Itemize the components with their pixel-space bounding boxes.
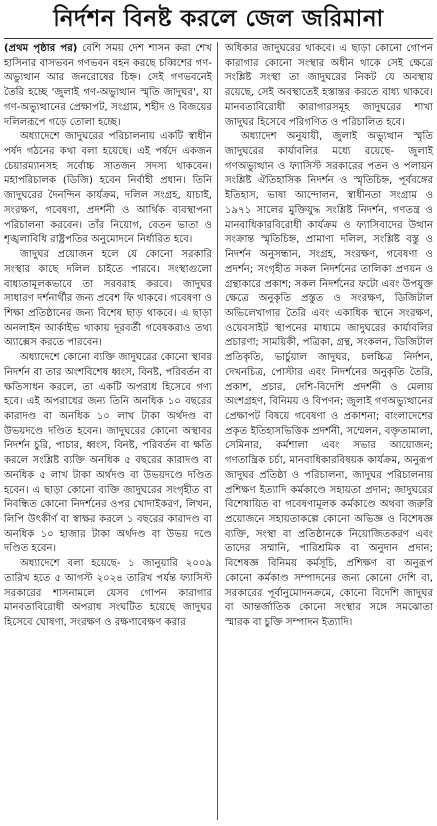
paragraph-penalties: অধ্যাদেশে কোনো ব্যক্তি জাদুঘরের কোনো স্থাবর নিদর্শন বা তার অংশবিশেষ ধ্বংস, বিনষ্ট, পরিবর্তন বা ক্ষতিসাধন করলে, তা একটি অপরাধ হিসেবে গণ্য হবে। এই অপরাধের জন্য তিনি অনধিক ১০ বছরের কারাদণ্ড বা অনধিক ১০ লাখ টাকা অর্থদণ্ড বা উভয়দণ্ডে দণ্ডিত হবেন। জাদুঘরের কোনো অস্থাবর নিদর্শন চুরি, পাচার, ধ্বংস, বিনষ্ট, পরিবর্তন বা ক্ষতি করলে সংশ্লিষ্ট ব্যক্তি অনধিক ৫ বছরের কারাদণ্ড বা অনধিক ৫ লাখ টাকা অর্থদণ্ড বা উভয়দণ্ডে দণ্ডিত হবেন। এ ছাড়া কোনো ব্যক্তি জাদুঘরের সংগৃহীত বা নিবন্ধিত কোনো নিদর্শনের ওপর খোদাইকরণ, লিখন, লিপি উৎকীর্ণ বা স্বাক্ষর করলে ১ বছরের কারাদণ্ড বা অনধিক ১০ হাজার টাকা অর্থদণ্ড বা উভয় দণ্ডে দণ্ডিত হবেন। xyxy=(4,352,212,555)
paragraph-documents: জাদুঘর প্রয়োজন হলে যে কোনো সরকারি সংস্থার কাছে দলিল চাইতে পারবে। সংস্থাগুলো বাধ্যতামূলকভাবে তা সরবরাহ করবে। জাদুঘর সাধারণ দর্শনার্থীর জন্য প্রবেশ ফি থাকবে। গবেষণা ও শিক্ষা প্রতিষ্ঠানের জন্য বিশেষ ছাড় থাকবে। এ ছাড়া অনলাইন আর্কাইভ থাকায় দূরবর্তী গবেষকরাও তথ্য অ্যাক্সেস করতে পারবেন। xyxy=(4,249,212,349)
article-column-left xyxy=(4,42,212,822)
paragraph-rights: অধিকার জাদুঘরের থাকবে। এ ছাড়া কোনো গোপন কারাগার কোনো সংস্থার অধীন থাকে সেই ক্ষেত্রে সংশ্লিষ্ট সংস্থা তা জাদুঘরের নিকট যে অবস্থায় রয়েছে, সেই অবস্থাতেই হস্তান্তর করতে বাধ্য থাকবে। মানবতাবিরোধী কারাগারসমূহ জাদুঘরের শাখা জাদুঘর হিসেবে পরিগণিত ও পরিচালিত হবে। xyxy=(225,43,433,128)
headline: নির্দশন বিনষ্ট করলে জেল জরিমানা xyxy=(53,5,384,32)
headline-rule xyxy=(4,38,433,39)
paragraph-functions: অধ্যাদেশ অনুযায়ী, জুলাই অভ্যুত্থান স্মৃতি জাদুঘরের কার্যাবলির মধ্যে রয়েছে- জুলাই গণঅভ্যুত্থান ও ফ্যাসিস্ট সরকারের পতন ও পলায়ন সংশ্লিষ্ট ঐতিহাসিক নিদর্শন ও স্মৃতিচিহ্ন, পূর্ববঙ্গের ইতিহাস, ভাষা আন্দোলন, স্বাধীনতা সংগ্রাম ও ১৯৭১ সালের মুক্তিযুদ্ধ সংশ্লিষ্ট নিদর্শন, গণতন্ত্র ও মানবাধিকারবিরোধী কার্যক্রম ও ফ্যাসিবাদের উত্থান সংক্রান্ত স্মৃতিচিহ্ন, প্রামাণ্য দলিল, সংশ্লিষ্ট বস্তু ও নিদর্শন অনুসন্ধান, সংগ্রহ, সংরক্ষণ, গবেষণা ও প্রদর্শন; সংগৃহীত সকল নিদর্শনের তালিকা প্রণয়ন ও গ্রন্থাকারে প্রকাশ; সকল নিদর্শনের ফটো এবং উপযুক্ত ক্ষেত্রে অনুকৃতি প্রস্তুত ও সংরক্ষণ, ডিজিটাল অভিলেখাগার তৈরি এবং একাধিক স্থানে সংরক্ষণ, ওয়েবসাইট স্থাপনের মাধ্যমে জাদুঘরের কার্যাবলির প্রচারণা; সাময়িকী, পত্রিকা, গ্রন্থ, সংকলন, ডিজিটাল প্রতিকৃতি, ভার্চুয়াল জাদুঘর, চলচ্চিত্র নির্দশন, দেখনচিত্র, পোস্টার এবং নিদর্শনের অনুকৃতি তৈরি, প্রকাশ, প্রচার, দেশি-বিদেশি প্রদর্শনী ও মেলায় অংশগ্রহণ, বিনিময় ও বিপণন; জুলাই গণঅভ্যুত্থানের প্রেক্ষাপট বিষয়ে গবেষণা ও প্রকাশনা; বাংলাদেশের প্রকৃত ইতিহাসভিত্তিক প্রদর্শনী, সম্মেলন, বক্তৃতামালা, সেমিনার, কর্মশালা এবং সভার আয়োজন; গণতান্ত্রিক চর্চা, মানবাধিকারবিষয়ক কার্যক্রম, অনুরূপ জাদুঘর প্রতিষ্ঠা ও পরিচালনা, জাদুঘর পরিচালনায় প্রশিক্ষণ ইত্যাদি কর্মকাণ্ডে সহায়তা প্রদান; জাদুঘরের বিশেষায়িত বা গবেষণামূলক কর্মকাণ্ডে অথবা জরুরি প্রয়োজনে সহায়তাকল্পে কোনো অভিজ্ঞ ও বিশেষজ্ঞ ব্যক্তি, সংস্থা বা প্রতিষ্ঠানকে নিয়োজিতকরণ এবং তাদের সম্মানি, পারিশ্রমিক বা অনুদান প্রদান; বিশেষজ্ঞ বিনিময় কর্মসূচি, প্রশিক্ষণ বা অনুরূপ কোনো কর্মকাণ্ড সম্পাদনের জন্য কোনো দেশি বা, সরকারের পূর্বানুমোদনক্রমে, কোনো বিদেশি জাদুঘর বা আন্তর্জাতিক কোনো সংস্থার সঙ্গে সমঝোতা স্মারক বা চুক্তি সম্পাদন ইত্যাদি। xyxy=(225,131,433,629)
paragraph-secret-prisons: অধ্যাদেশে বলা হয়েছে- ১ জানুয়ারি ২০০৯ তারিখ হতে ৫ আগস্ট ২০২৪ তারিখ পর্যন্ত ফ্যাসিস্ট সরকারের শাসনামলে যেসব গোপন কারাগার মানবতাবিরোধী অপরাধ সংঘটিত হয়েছে জাদুঘর হিসেবে ঘোষণা, সংরক্ষণ ও রক্ষণাবেক্ষণ করার xyxy=(4,558,212,629)
paragraph-text: বেশি সময় দেশ শাসন করা শেখ হাসিনার বাসভবন গণভবন বহন করছে চব্বিশের গণ-অভ্যুত্থান আর জনরোষের চিহ্ন। সেই গণভবনেই তৈরি হচ্ছে 'জুলাই গণ-অভ্যুত্থান স্মৃতি জাদুঘর', যা গণ-অভ্যুত্থানের প্রেক্ষাপট, সংগ্রাম, শহীদ ও বিজয়ের দলিলরূপে গড়ে তোলা হচ্ছে। xyxy=(4,43,212,128)
column-divider xyxy=(217,42,218,820)
paragraph-board: অধ্যাদেশে জাদুঘরের পরিচালনায় একটি স্বাধীন পর্ষদ গঠনের কথা বলা হয়েছে। এই পর্ষদে একজন চেয়ারম্যানসহ সর্বোচ্চ সাতজন সদস্য থাকবেন। মহাপরিচালক (ডিজি) হবেন নির্বাহী প্রধান। তিনি জাদুঘরের দৈনন্দিন কার্যক্রম, দলিল সংগ্রহ, যাচাই, সংরক্ষণ, গবেষণা, প্রদর্শনী ও আর্থিক ব্যবস্থাপনা পরিচালনা করবেন। তাঁর নিয়োগ, বেতন ভাতা ও শৃঙ্খলাবিধি রাষ্ট্রপতির অনুমোদনে নির্ধারিত হবে। xyxy=(4,131,212,246)
paragraph-continuation xyxy=(4,42,212,130)
continuation-marker: (প্রথম পৃষ্ঠার পর) xyxy=(4,43,78,54)
article-column-right xyxy=(225,42,433,822)
